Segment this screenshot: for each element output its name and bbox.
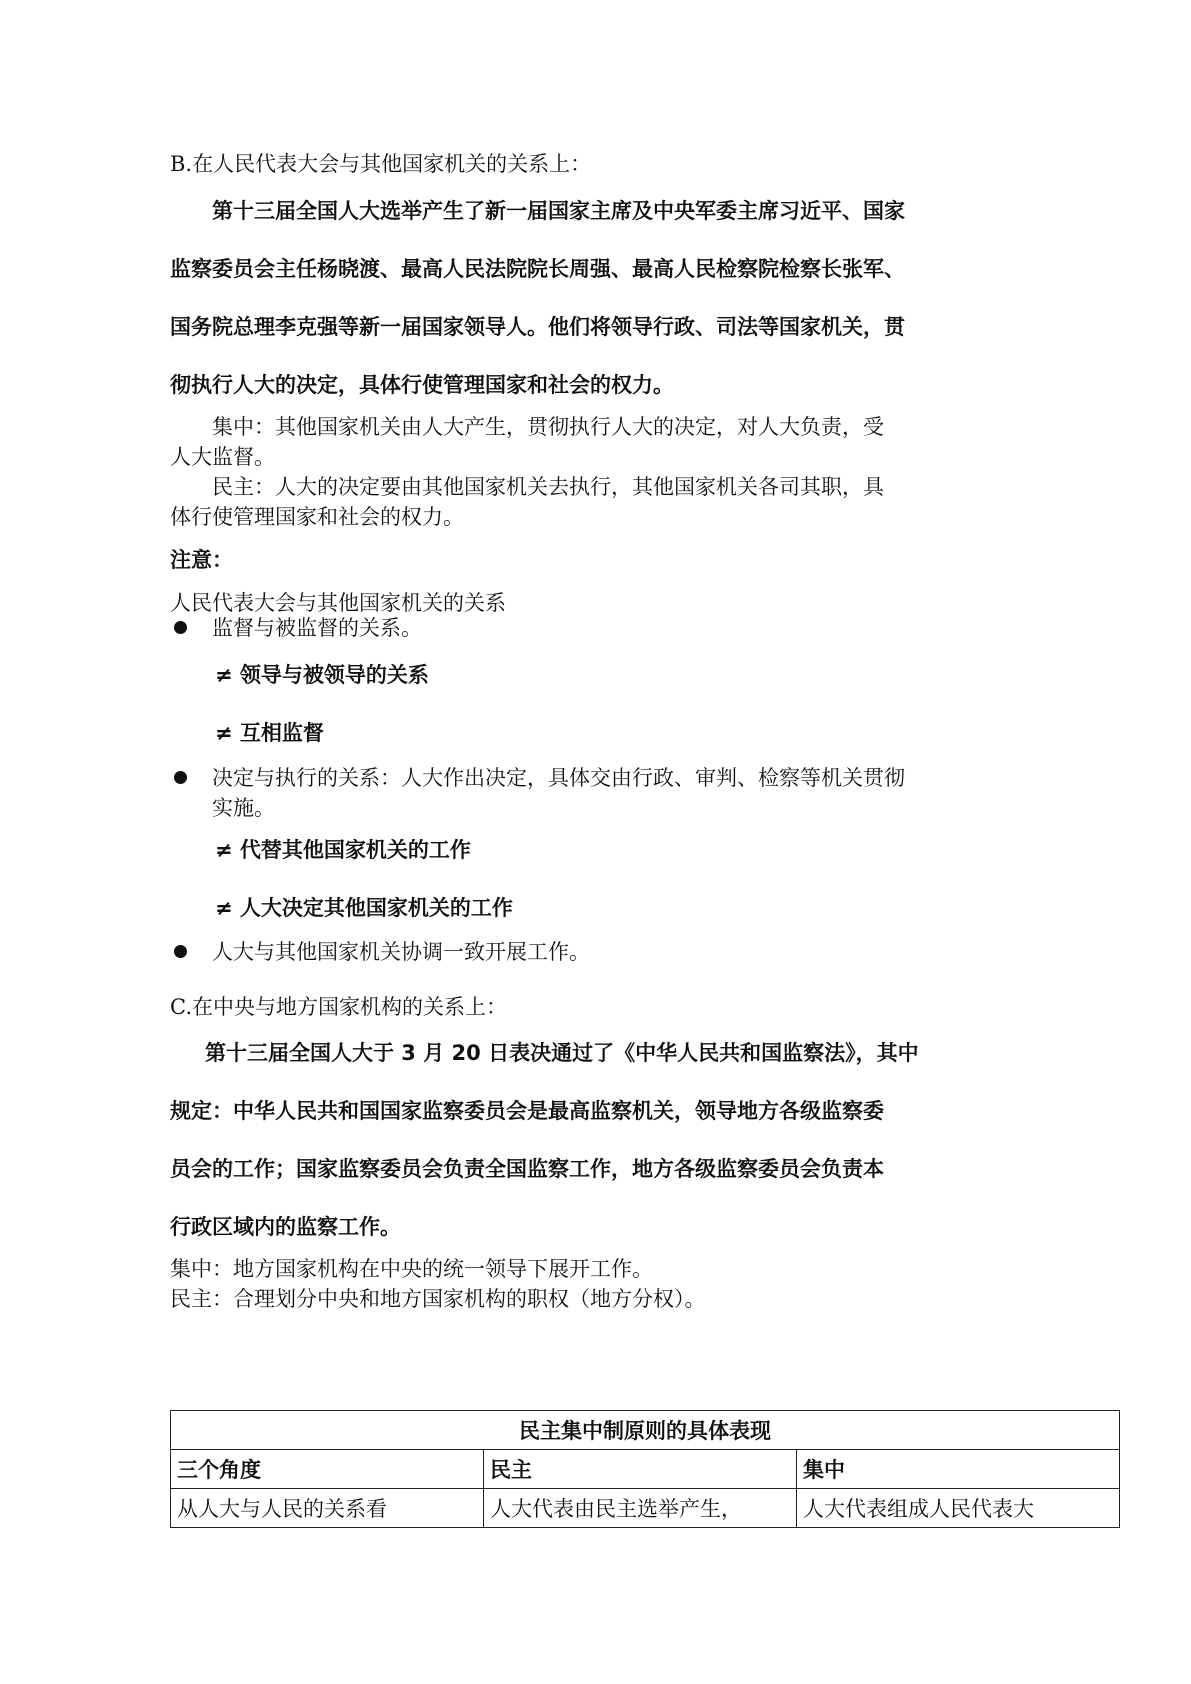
section-c-news-line: 行政区域内的监察工作。 bbox=[170, 1215, 401, 1239]
note-bullet-2-cont: 实施。 bbox=[212, 796, 275, 820]
section-b-news-line: 国务院总理李克强等新一届国家领导人。他们将领导行政、司法等国家机关，贯 bbox=[170, 315, 905, 339]
note-bullet-3: 人大与其他国家机关协调一致开展工作。 bbox=[212, 940, 590, 964]
section-b-centralized-cont: 人大监督。 bbox=[170, 445, 275, 469]
note-neq-3: ≠ 代替其他国家机关的工作 bbox=[215, 838, 471, 862]
section-b-centralized: 集中：其他国家机关由人大产生，贯彻执行人大的决定，对人大负责，受 bbox=[212, 415, 884, 439]
summary-table bbox=[170, 1410, 1120, 1528]
table-header-cell: 民主 bbox=[484, 1450, 797, 1489]
section-c-news-line: 第十三届全国人大于 3 月 20 日表决通过了《中华人民共和国监察法》，其中 bbox=[205, 1041, 919, 1065]
section-b-news-line: 第十三届全国人大选举产生了新一届国家主席及中央军委主席习近平、国家 bbox=[212, 199, 905, 223]
table-cell: 人大代表组成人民代表大 bbox=[797, 1489, 1120, 1528]
table-cell: 人大代表由民主选举产生， bbox=[484, 1489, 797, 1528]
bullet-icon bbox=[174, 621, 187, 634]
table-title-row bbox=[171, 1411, 1120, 1450]
bullet-icon bbox=[174, 945, 187, 958]
note-bullet-2: 决定与执行的关系：人大作出决定，具体交由行政、审判、检察等机关贯彻 bbox=[212, 766, 905, 790]
section-b-news-line: 监察委员会主任杨晓渡、最高人民法院院长周强、最高人民检察院检察长张军、 bbox=[170, 257, 905, 281]
table-header-cell: 集中 bbox=[797, 1450, 1120, 1489]
bullet-icon bbox=[174, 771, 187, 784]
section-c-centralized: 集中：地方国家机构在中央的统一领导下展开工作。 bbox=[170, 1257, 653, 1281]
note-bullet-1: 监督与被监督的关系。 bbox=[212, 616, 422, 640]
section-b-heading: B.在人民代表大会与其他国家机关的关系上： bbox=[170, 152, 592, 176]
note-subtitle: 人民代表大会与其他国家机关的关系 bbox=[170, 591, 506, 615]
table-header-cell: 三个角度 bbox=[171, 1450, 484, 1489]
section-c-democracy: 民主：合理划分中央和地方国家机构的职权（地方分权）。 bbox=[170, 1287, 706, 1311]
note-neq-2: ≠ 互相监督 bbox=[215, 721, 324, 745]
note-neq-4: ≠ 人大决定其他国家机关的工作 bbox=[215, 896, 513, 920]
section-b-democracy: 民主：人大的决定要由其他国家机关去执行，其他国家机关各司其职，具 bbox=[212, 475, 884, 499]
section-c-heading: C.在中央与地方国家机构的关系上： bbox=[170, 995, 507, 1019]
table-row bbox=[171, 1489, 1120, 1528]
table-cell: 从人大与人民的关系看 bbox=[171, 1489, 484, 1528]
section-b-democracy-cont: 体行使管理国家和社会的权力。 bbox=[170, 505, 464, 529]
section-c-news-line: 员会的工作；国家监察委员会负责全国监察工作，地方各级监察委员会负责本 bbox=[170, 1157, 884, 1181]
note-title: 注意： bbox=[170, 548, 233, 572]
table-title: 民主集中制原则的具体表现 bbox=[171, 1411, 1120, 1450]
section-c-news-line: 规定：中华人民共和国国家监察委员会是最高监察机关，领导地方各级监察委 bbox=[170, 1099, 884, 1123]
note-neq-1: ≠ 领导与被领导的关系 bbox=[215, 663, 429, 687]
section-b-news-line: 彻执行人大的决定，具体行使管理国家和社会的权力。 bbox=[170, 373, 674, 397]
table-header-row bbox=[171, 1450, 1120, 1489]
